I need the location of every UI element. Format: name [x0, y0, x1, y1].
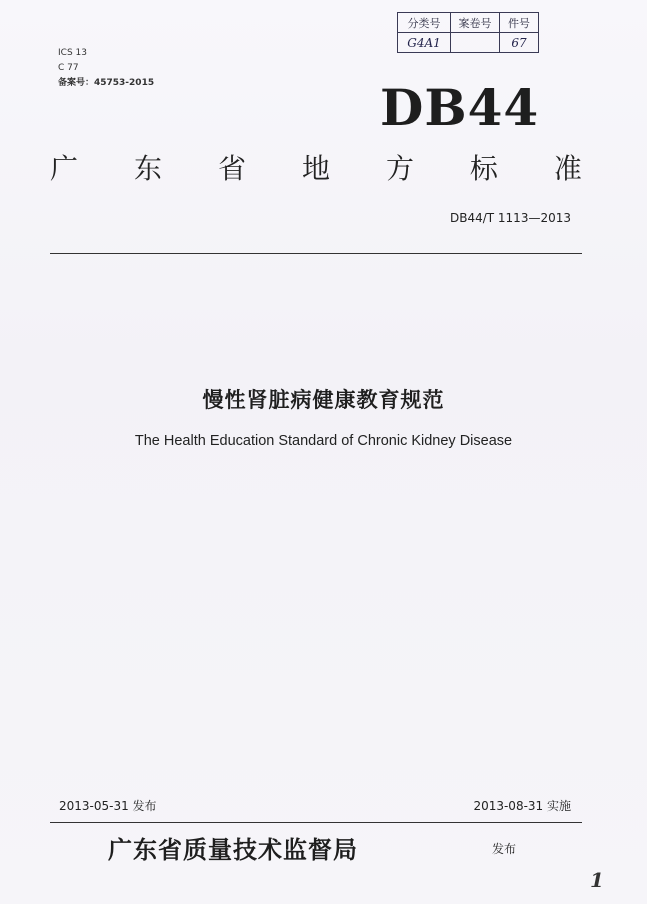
filing-number: 备案号：45753-2015: [58, 78, 155, 88]
issuing-authority: 广东省质量技术监督局: [108, 835, 358, 864]
publish-label: 发布: [492, 842, 517, 856]
db44-logo: DB44: [380, 78, 540, 137]
standard-number: DB44/T 1113—2013: [449, 211, 571, 225]
standard-title-char: 东: [133, 152, 162, 185]
stamp-value-volume: [451, 33, 500, 53]
stamp-value-item: 67: [500, 33, 539, 53]
document-title-cn: 慢性肾脏病健康教育规范: [202, 388, 445, 412]
standard-title-char: 准: [553, 152, 582, 185]
standard-title-char: 标: [469, 152, 498, 185]
issue-date: 2013-05-31 发布: [59, 799, 157, 813]
stamp-header-volume: 案卷号: [451, 13, 500, 33]
stamp-header-category: 分类号: [398, 13, 451, 33]
standard-type-title: [50, 147, 582, 187]
ics-code: ICS 13: [58, 48, 87, 58]
footer-divider: [50, 822, 582, 823]
document-title-en: The Health Education Standard of Chronic Kidney Disease: [134, 433, 513, 449]
standard-title-char: 地: [301, 152, 330, 185]
archive-stamp: [397, 12, 539, 53]
standard-title-char: 省: [217, 152, 246, 185]
ccs-code: C 77: [58, 63, 79, 73]
classification-meta: [58, 46, 154, 91]
implementation-date: 2013-08-31 实施: [473, 799, 571, 813]
header-divider: [50, 253, 582, 254]
stamp-header-item: 件号: [500, 13, 539, 33]
standard-title-char: 方: [385, 152, 414, 185]
page-number: 1: [590, 868, 604, 892]
standard-title-char: 广: [50, 152, 79, 185]
stamp-value-category: G4A1: [398, 33, 451, 53]
